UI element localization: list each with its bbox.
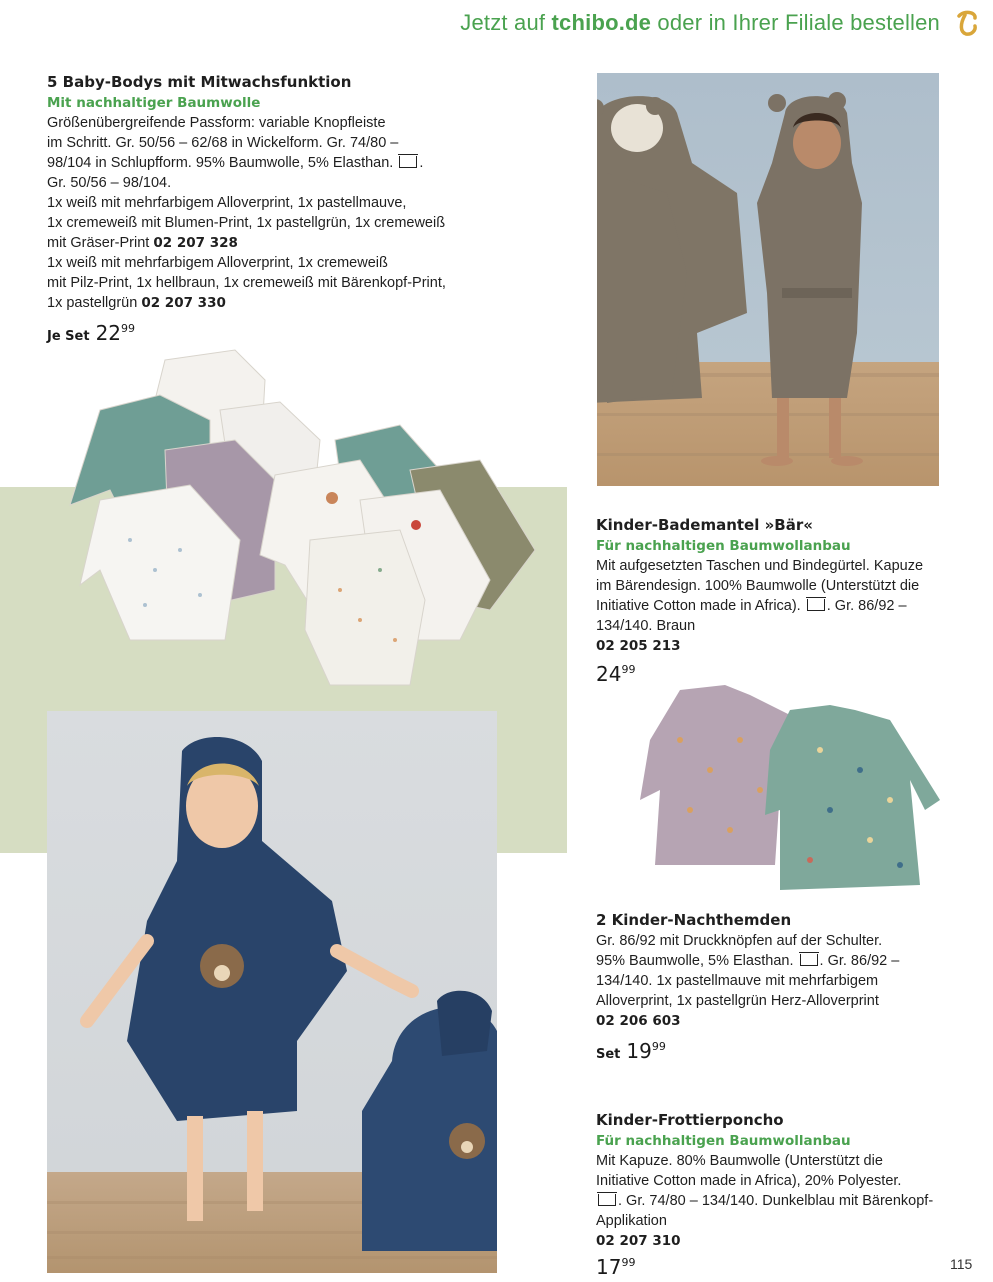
article-number: 02 207 330 (141, 295, 226, 311)
price-euro: 24 (596, 662, 622, 686)
variant-line: 1x weiß mit mehrfarbigem Alloverprint, 1x pastellmauve, (47, 195, 407, 211)
product-baby-bodys: 5 Baby-Bodys mit Mitwachsfunktion Mit nachhaltiger Baumwolle Größenübergreifende Passform: variable Knopfleiste im Schritt. Gr. 50/56 – 62/68 in Wickelform. Gr. 74/80 – 98/104 in Schlupfform. 95% Baumwolle, 5% Elasthan. . Gr. 50/56 – 98/104. 1x weiß mit mehrfarbigem Alloverprint, 1x pastellmauve, 1x cremeweiß mit Blumen-Print, 1x pastellgrün, 1x cremeweiß mit Gräser-Print 02 207 328 1x weiß mit mehrfarbigem Alloverprint, 1x cremeweiß mit Pilz-Print, 1x hellbraun, 1x cremeweiß mit Bärenkopf-Print, 1x pastellgrün 02 207 330 Je Set $22^{99}$ (47, 72, 467, 347)
price-label: Je Set (47, 329, 90, 344)
article-number: 02 207 310 (596, 1233, 681, 1249)
product-nachthemden (596, 910, 936, 1065)
product-title: Kinder-Bademantel »Bär« (596, 516, 813, 534)
wash-30-icon (807, 599, 825, 611)
product-title: Kinder-Frottierponcho (596, 1111, 784, 1129)
price-cents: 99 (121, 322, 136, 335)
desc-line: Mit Kapuze. 80% Baumwolle (Unterstützt die (596, 1153, 883, 1169)
page-number: 115 (950, 1256, 973, 1272)
baby-bodys-image (60, 340, 540, 690)
desc-line: im Schritt. Gr. 50/56 – 62/68 in Wickelform. Gr. 74/80 – (47, 135, 399, 151)
article-number: 02 207 328 (153, 235, 238, 251)
nightdresses-image (630, 680, 950, 900)
price-euro: 22 (95, 321, 122, 345)
desc-line: Gr. 86/92 mit Druckknöpfen auf der Schulter. (596, 933, 883, 949)
desc-line: 95% Baumwolle, 5% Elasthan. (596, 953, 794, 969)
product-subtitle: Für nachhaltigen Baumwollanbau (596, 1133, 851, 1149)
desc-line: . Gr. 86/92 – (826, 598, 907, 614)
desc-line: Größenübergreifende Passform: variable Knopfleiste (47, 115, 386, 131)
bathrobe-image (597, 73, 939, 486)
wash-30-icon (800, 954, 818, 966)
desc-line: Initiative Cotton made in Africa). (596, 598, 801, 614)
desc-line: Initiative Cotton made in Africa), 20% Polyester. (596, 1173, 902, 1189)
desc-line: 98/104 in Schlupfform. 95% Baumwolle, 5% Elasthan. (47, 155, 394, 171)
price-cents: 99 (621, 1256, 636, 1269)
price-cents: 99 (651, 1040, 666, 1053)
product-poncho (596, 1110, 941, 1280)
variant-line: mit Gräser-Print (47, 235, 150, 251)
order-banner-suffix: oder in Ihrer Filiale bestellen (651, 10, 940, 35)
article-number: 02 205 213 (596, 638, 681, 654)
desc-line: 134/140. 1x pastellmauve mit mehrfarbigem (596, 973, 879, 989)
price (596, 1037, 936, 1065)
desc-line: Alloverprint, 1x pastellgrün Herz-Alloverprint (596, 993, 879, 1009)
product-subtitle: Für nachhaltigen Baumwollanbau (596, 538, 851, 554)
price-label: Set (596, 1047, 621, 1062)
desc-line: Applikation (596, 1213, 667, 1229)
poncho-image (47, 711, 497, 1273)
order-banner-prefix: Jetzt auf (460, 10, 552, 35)
product-title: 5 Baby-Bodys mit Mitwachsfunktion (47, 73, 352, 91)
variant-line: mit Pilz-Print, 1x hellbraun, 1x cremeweiß mit Bärenkopf-Print, (47, 275, 446, 291)
desc-line: . Gr. 74/80 – 134/140. Dunkelblau mit Bärenkopf- (618, 1193, 934, 1209)
variant-line: 1x weiß mit mehrfarbigem Alloverprint, 1x cremeweiß (47, 255, 388, 271)
price (596, 1253, 941, 1280)
desc-line: im Bärendesign. 100% Baumwolle (Unterstützt die (596, 578, 920, 594)
tchibo-link[interactable]: tchibo.de (551, 10, 652, 35)
order-banner (300, 10, 940, 42)
wash-30-icon (399, 156, 417, 168)
product-subtitle: Mit nachhaltiger Baumwolle (47, 95, 261, 111)
product-bademantel (596, 515, 936, 687)
desc-line: . Gr. 86/92 – (819, 953, 900, 969)
wash-30-icon (598, 1194, 616, 1206)
desc-line: 134/140. Braun (596, 618, 696, 634)
variant-line: 1x pastellgrün (47, 295, 138, 311)
price-cents: 99 (621, 663, 636, 676)
price-euro: 17 (596, 1255, 622, 1279)
product-title: 2 Kinder-Nachthemden (596, 911, 792, 929)
price-euro: 19 (626, 1039, 652, 1063)
desc-line: Mit aufgesetzten Taschen und Bindegürtel. Kapuze (596, 558, 924, 574)
tchibo-logo-icon (950, 6, 984, 40)
variant-line: 1x cremeweiß mit Blumen-Print, 1x pastellgrün, 1x cremeweiß (47, 215, 446, 231)
desc-line: Gr. 50/56 – 98/104. (47, 175, 172, 191)
article-number: 02 206 603 (596, 1013, 681, 1029)
